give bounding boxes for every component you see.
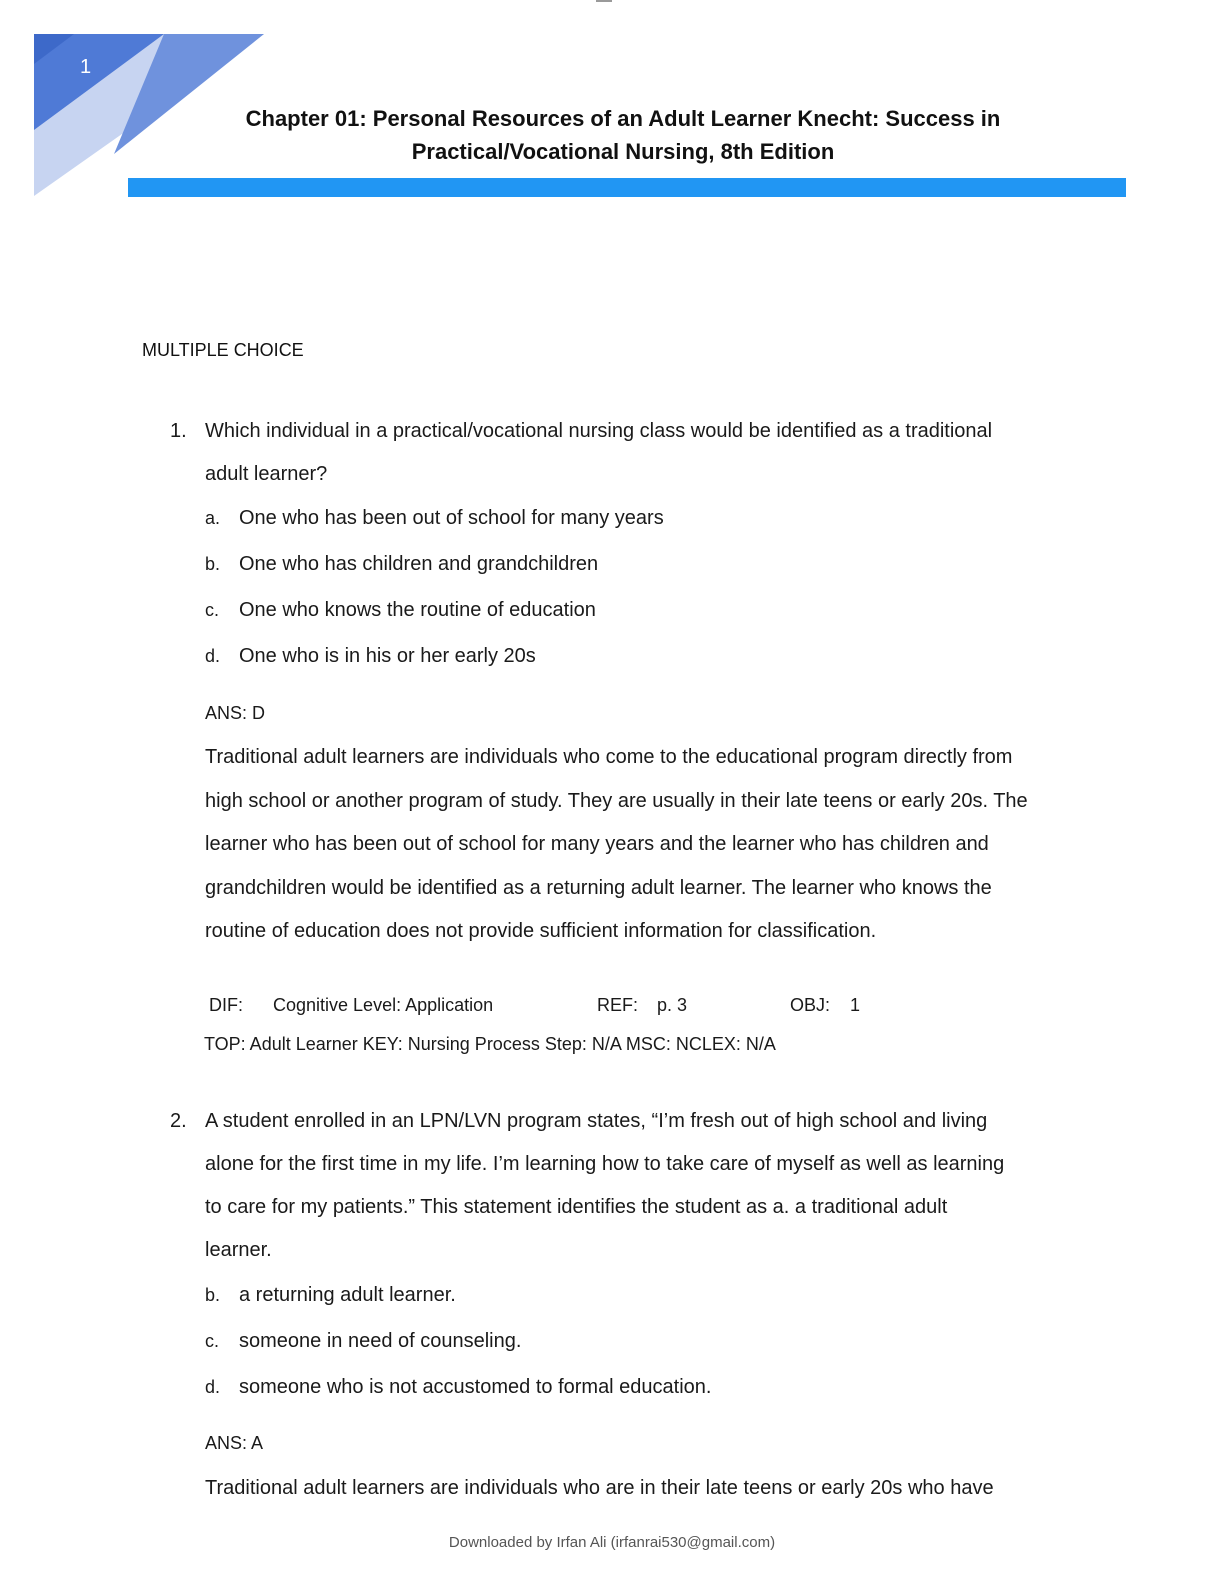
question-number: 1. xyxy=(170,420,187,442)
header-accent-bar xyxy=(128,178,1126,197)
question-2 xyxy=(170,1100,1090,1272)
option-letter: c. xyxy=(205,1331,220,1351)
option-letter: a. xyxy=(205,508,221,528)
option-text: One who has children and grandchildren xyxy=(239,553,599,575)
rationale-line: high school or another program of study. They are usually in their late teens or early 20s. The xyxy=(205,789,1028,812)
option-c xyxy=(205,1330,521,1353)
rationale xyxy=(205,736,1105,954)
rationale-line: learner who has been out of school for many years and the learner who has children and xyxy=(205,833,989,855)
option-text: someone in need of counseling. xyxy=(239,1330,522,1352)
rationale-line: Traditional adult learners are individuals who come to the educational program directly from xyxy=(205,746,1013,768)
option-text: One who has been out of school for many years xyxy=(239,507,664,529)
option-b xyxy=(205,1284,456,1307)
option-letter: b. xyxy=(205,554,221,574)
answer-key: ANS: D xyxy=(205,703,266,723)
stem-line: Which individual in a practical/vocational nursing class would be identified as a traditional xyxy=(205,420,993,442)
metadata-line: TOP: Adult Learner KEY: Nursing Process Step: N/A MSC: NCLEX: N/A xyxy=(204,1034,776,1054)
rationale xyxy=(205,1467,1105,1511)
dif-label: DIF: xyxy=(209,995,243,1015)
option-a xyxy=(205,507,664,530)
obj-label: OBJ: xyxy=(790,995,831,1015)
page-number: 1 xyxy=(80,56,92,78)
section-heading: MULTIPLE CHOICE xyxy=(142,340,304,360)
rationale-line: Traditional adult learners are individuals who are in their late teens or early 20s who have xyxy=(205,1477,994,1499)
question-number: 2. xyxy=(170,1110,187,1132)
option-b xyxy=(205,553,598,576)
ref-label: REF: xyxy=(597,995,639,1015)
option-letter: d. xyxy=(205,646,221,666)
question-stem xyxy=(205,1100,1090,1272)
ref-value: p. 3 xyxy=(657,995,688,1015)
option-text: One who is in his or her early 20s xyxy=(239,645,536,667)
obj-value: 1 xyxy=(850,995,861,1015)
option-letter: c. xyxy=(205,600,220,620)
top-mark xyxy=(596,0,612,2)
stem-line: adult learner? xyxy=(205,463,328,485)
option-text: someone who is not accustomed to formal education. xyxy=(239,1376,712,1398)
dif-value: Cognitive Level: Application xyxy=(273,995,494,1015)
rationale-line: grandchildren would be identified as a returning adult learner. The learner who knows the xyxy=(205,876,992,899)
option-text: a returning adult learner. xyxy=(239,1284,456,1306)
option-c xyxy=(205,599,596,622)
title-line-1: Chapter 01: Personal Resources of an Adult Learner Knecht: Success in xyxy=(245,106,1001,131)
option-d xyxy=(205,645,536,668)
answer-key: ANS: A xyxy=(205,1433,264,1453)
option-letter: b. xyxy=(205,1285,221,1305)
option-text: One who knows the routine of education xyxy=(239,599,596,621)
stem-line: alone for the first time in my life. I’m learning how to take care of myself as well as learning xyxy=(205,1153,1005,1175)
stem-line: to care for my patients.” This statement identifies the student as a. a traditional adult xyxy=(205,1196,948,1218)
rationale-line: routine of education does not provide sufficient information for classification. xyxy=(205,920,877,942)
question-1 xyxy=(170,410,1090,496)
stem-line: learner. xyxy=(205,1239,272,1261)
option-letter: d. xyxy=(205,1377,221,1397)
stem-line: A student enrolled in an LPN/LVN program states, “I’m fresh out of high school and living xyxy=(205,1110,988,1132)
option-d xyxy=(205,1376,711,1399)
title-line-2: Practical/Vocational Nursing, 8th Edition xyxy=(411,139,835,164)
question-stem xyxy=(205,410,1090,496)
page-title xyxy=(150,102,1096,168)
download-footer: Downloaded by Irfan Ali (irfanrai530@gmail.com) xyxy=(448,1534,776,1551)
